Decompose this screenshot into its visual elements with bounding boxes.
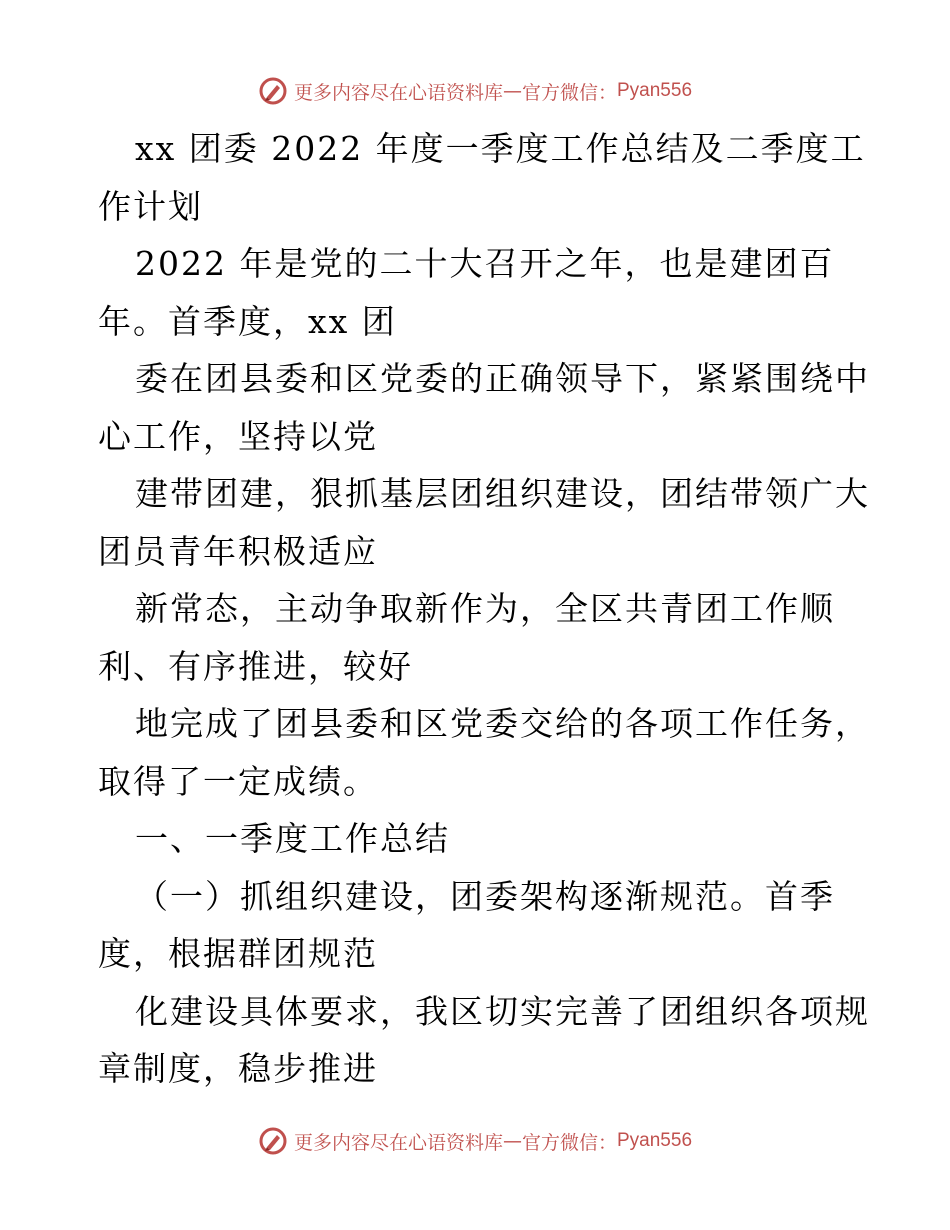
doc-line: 取得了一定成绩。 <box>98 761 378 801</box>
banner-text: 更多内容尽在心语资料库 <box>293 1131 503 1154</box>
doc-line: 度，根据群团规范 <box>98 934 378 973</box>
footer-banner <box>0 1124 950 1158</box>
doc-line: （一）抓组织建设，团委架构逐渐规范。首季 <box>135 876 835 916</box>
pen-logo-icon <box>258 1126 288 1156</box>
doc-line: xx 团委 2022 年度一季度工作总结及二季度工 <box>135 129 866 168</box>
doc-line: 委在团县委和区党委的正确领导下，紧紧围绕中 <box>135 359 870 398</box>
banner-separator: — <box>502 80 522 102</box>
doc-line: 作计划 <box>98 186 203 226</box>
document-body <box>98 120 870 1098</box>
banner-wechat-label: 官方微信： <box>521 81 617 104</box>
doc-line: 心工作，坚持以党 <box>98 416 378 456</box>
doc-line: 新常态，主动争取新作为，全区共青团工作顺 <box>135 589 835 628</box>
banner-separator: — <box>502 1130 522 1152</box>
doc-line: 2022 年是党的二十大召开之年，也是建团百 <box>135 244 835 283</box>
doc-line: 章制度，稳步推进 <box>98 1049 378 1088</box>
header-banner <box>0 74 950 108</box>
doc-line: 年。首季度，xx 团 <box>98 301 397 341</box>
section-heading: 一、一季度工作总结 <box>135 819 450 858</box>
doc-line: 化建设具体要求，我区切实完善了团组织各项规 <box>135 991 870 1031</box>
doc-line: 地完成了团县委和区党委交给的各项工作任务， <box>135 704 870 743</box>
banner-wechat-id: Pyan556 <box>617 1130 693 1151</box>
banner-text: 更多内容尽在心语资料库 <box>293 81 503 104</box>
doc-line: 建带团建，狠抓基层团组织建设，团结带领广大 <box>135 474 870 513</box>
doc-line: 利、有序推进，较好 <box>98 646 413 686</box>
pen-logo-icon <box>258 76 288 106</box>
banner-wechat-label: 官方微信： <box>521 1131 617 1154</box>
doc-line: 团员青年积极适应 <box>98 531 378 571</box>
banner-wechat-id: Pyan556 <box>617 80 693 101</box>
